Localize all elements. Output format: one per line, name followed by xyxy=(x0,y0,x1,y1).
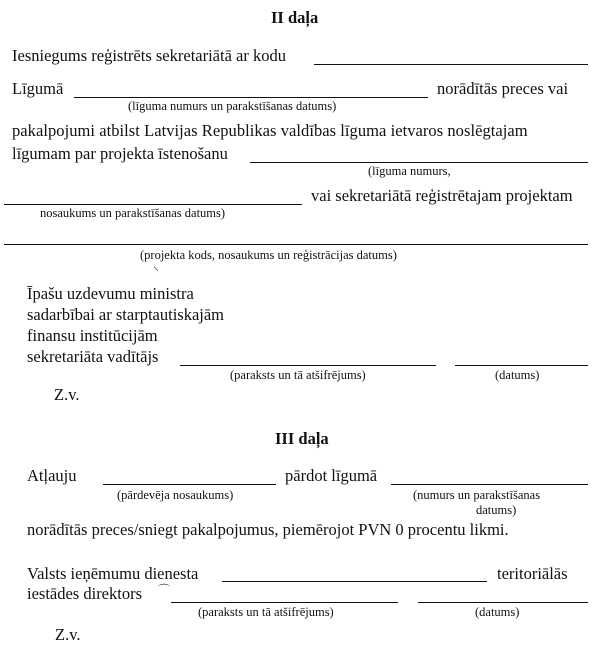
signer-title-line-2: sadarbībai ar starptautiskajām xyxy=(27,305,225,324)
vat-statement-text: norādītās preces/sniegt pakalpojumus, piemērojot PVN 0 procentu likmi. xyxy=(27,520,509,539)
project-agreement-label: līgumam par projekta īstenošanu xyxy=(12,144,228,163)
part3-date-caption: (datums) xyxy=(475,605,520,619)
agreement-number-caption: (līguma numurs, xyxy=(368,164,451,178)
agreement-name-date-caption: nosaukums un parakstīšanas datums) xyxy=(40,206,226,220)
permit-label: Atļauju xyxy=(27,466,77,485)
seller-name-field[interactable] xyxy=(103,484,276,485)
part3-stamp-place: Z.v. xyxy=(55,625,81,644)
project-code-name-field[interactable] xyxy=(4,244,588,245)
cursor-mark: ⸌ xyxy=(153,264,160,278)
part2-stamp-place: Z.v. xyxy=(54,385,80,404)
agreement-name-date-field[interactable] xyxy=(4,204,302,205)
registration-code-field[interactable] xyxy=(314,64,588,65)
contract-caption-line-2: datums) xyxy=(476,503,517,517)
contract-label: Līgumā xyxy=(12,79,64,98)
sell-under-contract-label: pārdot līgumā xyxy=(285,466,378,485)
signer-title-line-1: Īpašu uzdevumu ministra xyxy=(27,284,194,303)
contract-caption-line-1: (numurs un parakstīšanas xyxy=(413,488,541,502)
part2-signature-caption: (paraksts un tā atšifrējums) xyxy=(230,368,366,382)
contract-number-date-caption: (līguma numurs un parakstīšanas datums) xyxy=(128,99,337,113)
part3-signature-field[interactable] xyxy=(171,602,398,603)
revenue-service-label: Valsts ieņēmumu dienesta xyxy=(27,564,199,583)
part2-date-field[interactable] xyxy=(455,365,588,366)
territorial-label: teritoriālās xyxy=(497,564,568,583)
services-statement-text: pakalpojumi atbilst Latvijas Republikas valdības līguma ietvaros noslēgtajam xyxy=(12,121,528,140)
contract-number-date-field[interactable] xyxy=(74,97,428,98)
part3-signature-caption: (paraksts un tā atšifrējums) xyxy=(198,605,334,619)
part3-date-field[interactable] xyxy=(418,602,588,603)
revenue-service-field[interactable] xyxy=(222,581,487,582)
signer-title-line-3: finansu institūcijām xyxy=(27,326,158,345)
part3-heading: III daļa xyxy=(275,429,329,448)
pen-mark: ⌒ xyxy=(158,583,171,597)
project-code-caption: (projekta kods, nosaukums un reģistrācijas datums) xyxy=(140,248,397,262)
agreement-number-field[interactable] xyxy=(250,162,588,163)
part2-heading: II daļa xyxy=(271,8,319,27)
director-label: iestādes direktors xyxy=(27,584,143,603)
contract-number-date-field-2[interactable] xyxy=(391,484,588,485)
registered-project-label: vai sekretariātā reģistrētajam projektam xyxy=(311,186,573,205)
part2-signature-field[interactable] xyxy=(180,365,436,366)
signer-title-line-4: sekretariāta vadītājs xyxy=(27,347,159,366)
registration-code-label: Iesniegums reģistrēts sekretariātā ar kodu xyxy=(12,46,286,65)
seller-name-caption: (pārdevēja nosaukums) xyxy=(117,488,234,502)
contract-goods-label: norādītās preces vai xyxy=(437,79,569,98)
part2-date-caption: (datums) xyxy=(495,368,540,382)
